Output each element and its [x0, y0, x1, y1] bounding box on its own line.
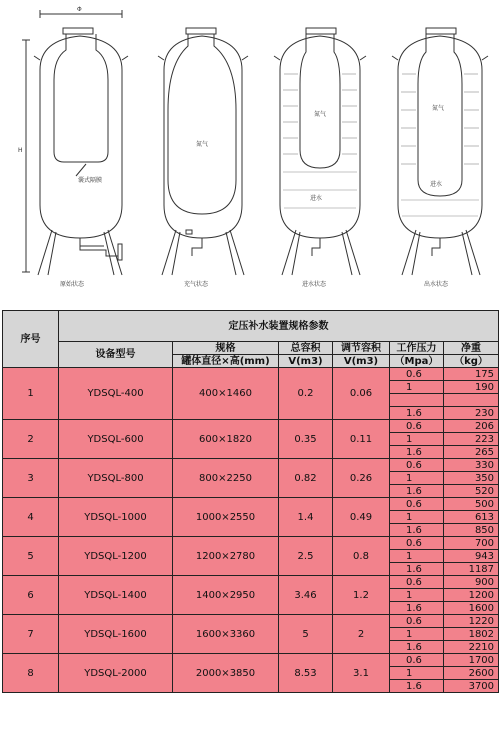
- row-total-volume: 0.82: [279, 459, 333, 498]
- header-weight: 净重: [444, 342, 499, 355]
- row-weight: 850: [444, 524, 499, 537]
- tank-original-state: [22, 10, 128, 275]
- row-pressure: 0.6: [390, 576, 444, 589]
- row-pressure: 1: [390, 628, 444, 641]
- row-pressure: 1.6: [390, 524, 444, 537]
- row-spec: 2000×3850: [173, 654, 279, 693]
- row-model: YDSQL-1200: [59, 537, 173, 576]
- row-pressure: 0.6: [390, 420, 444, 433]
- row-weight: 350: [444, 472, 499, 485]
- table-row: [3, 576, 499, 589]
- table-row: [3, 537, 499, 550]
- row-weight: 230: [444, 407, 499, 420]
- row-index: 5: [3, 537, 59, 576]
- row-pressure: 1: [390, 589, 444, 602]
- row-pressure: 0.6: [390, 459, 444, 472]
- row-pressure: 0.6: [390, 615, 444, 628]
- caption-gas-charged: 充气状态: [184, 281, 209, 288]
- label-water-4: 进水: [430, 181, 443, 188]
- row-model: YDSQL-1000: [59, 498, 173, 537]
- header-total-volume: 总容积: [279, 342, 333, 355]
- row-weight: 520: [444, 485, 499, 498]
- row-pressure: 1: [390, 511, 444, 524]
- table-row: [3, 368, 499, 381]
- row-pressure: 0.6: [390, 537, 444, 550]
- spec-table: [2, 310, 499, 693]
- row-model: YDSQL-2000: [59, 654, 173, 693]
- row-weight: 500: [444, 498, 499, 511]
- row-adj-volume: 0.11: [333, 420, 390, 459]
- row-weight: 2600: [444, 667, 499, 680]
- row-index: 4: [3, 498, 59, 537]
- row-weight: 943: [444, 550, 499, 563]
- row-adj-volume: 0.8: [333, 537, 390, 576]
- row-total-volume: 3.46: [279, 576, 333, 615]
- row-weight: 190: [444, 381, 499, 394]
- row-total-volume: 0.2: [279, 368, 333, 420]
- row-weight: 175: [444, 368, 499, 381]
- header-pressure: 工作压力: [390, 342, 444, 355]
- row-spec: 1000×2550: [173, 498, 279, 537]
- row-model: YDSQL-1400: [59, 576, 173, 615]
- row-pressure: 0.6: [390, 498, 444, 511]
- label-water-3: 进水: [310, 195, 323, 202]
- row-adj-volume: 0.26: [333, 459, 390, 498]
- header-index: 序号: [3, 311, 59, 368]
- row-index: 6: [3, 576, 59, 615]
- row-spec: 1400×2950: [173, 576, 279, 615]
- row-model: YDSQL-800: [59, 459, 173, 498]
- caption-original: 原始状态: [60, 281, 85, 288]
- caption-water-in: 进水状态: [302, 281, 327, 288]
- row-index: 1: [3, 368, 59, 420]
- label-nitrogen-3: 氮气: [314, 111, 327, 118]
- row-adj-volume: 2: [333, 615, 390, 654]
- row-pressure: 1: [390, 381, 444, 394]
- row-weight: [444, 394, 499, 407]
- row-pressure: 1.6: [390, 485, 444, 498]
- tank-diagrams: [0, 0, 500, 300]
- row-pressure: 1: [390, 667, 444, 680]
- row-weight: 1187: [444, 563, 499, 576]
- table-title: 定压补水装置规格参数: [59, 311, 499, 342]
- row-total-volume: 1.4: [279, 498, 333, 537]
- tank-water-out-state: [392, 28, 488, 275]
- header-adj-volume: 调节容积: [333, 342, 390, 355]
- row-total-volume: 8.53: [279, 654, 333, 693]
- label-nitrogen-2: 氮气: [196, 141, 209, 148]
- row-total-volume: 2.5: [279, 537, 333, 576]
- row-weight: 1600: [444, 602, 499, 615]
- caption-water-out: 出水状态: [424, 281, 449, 288]
- row-spec: 400×1460: [173, 368, 279, 420]
- row-adj-volume: 0.49: [333, 498, 390, 537]
- row-spec: 800×2250: [173, 459, 279, 498]
- row-index: 8: [3, 654, 59, 693]
- row-spec: 1200×2780: [173, 537, 279, 576]
- tank-gas-charged-state: [158, 28, 248, 275]
- row-weight: 265: [444, 446, 499, 459]
- row-model: YDSQL-400: [59, 368, 173, 420]
- row-weight: 330: [444, 459, 499, 472]
- row-index: 2: [3, 420, 59, 459]
- table-row: [3, 654, 499, 667]
- row-pressure: 1: [390, 472, 444, 485]
- table-row: [3, 615, 499, 628]
- row-total-volume: 0.35: [279, 420, 333, 459]
- row-weight: 223: [444, 433, 499, 446]
- row-total-volume: 5: [279, 615, 333, 654]
- diameter-label: Φ: [77, 6, 82, 13]
- row-weight: 900: [444, 576, 499, 589]
- height-label: H: [18, 147, 23, 154]
- row-pressure: 1: [390, 550, 444, 563]
- row-pressure: 1.6: [390, 563, 444, 576]
- row-model: YDSQL-1600: [59, 615, 173, 654]
- row-pressure: 1: [390, 433, 444, 446]
- row-weight: 2210: [444, 641, 499, 654]
- row-pressure: 1.6: [390, 446, 444, 459]
- table-row: [3, 420, 499, 433]
- row-weight: 3700: [444, 680, 499, 693]
- row-weight: 613: [444, 511, 499, 524]
- row-pressure: 0.6: [390, 368, 444, 381]
- label-diaphragm: 囊式隔膜: [78, 177, 103, 184]
- row-weight: 1220: [444, 615, 499, 628]
- row-weight: 1802: [444, 628, 499, 641]
- row-model: YDSQL-600: [59, 420, 173, 459]
- row-weight: 1700: [444, 654, 499, 667]
- row-pressure: 1.6: [390, 641, 444, 654]
- table-row: [3, 498, 499, 511]
- row-weight: 700: [444, 537, 499, 550]
- row-pressure: [390, 394, 444, 407]
- row-adj-volume: 0.06: [333, 368, 390, 420]
- header-model: 设备型号: [59, 342, 173, 368]
- row-index: 7: [3, 615, 59, 654]
- header-spec-sub: 罐体直径×高(mm): [173, 355, 279, 368]
- header-weight-unit: （kg）: [444, 355, 499, 368]
- label-nitrogen-4: 氮气: [432, 105, 445, 112]
- row-index: 3: [3, 459, 59, 498]
- header-spec: 规格: [173, 342, 279, 355]
- row-pressure: 0.6: [390, 654, 444, 667]
- row-spec: 600×1820: [173, 420, 279, 459]
- tank-water-in-state: [274, 28, 366, 275]
- row-pressure: 1.6: [390, 680, 444, 693]
- table-row: [3, 459, 499, 472]
- row-weight: 1200: [444, 589, 499, 602]
- row-pressure: 1.6: [390, 602, 444, 615]
- header-total-volume-unit: V(m3): [279, 355, 333, 368]
- row-adj-volume: 3.1: [333, 654, 390, 693]
- row-weight: 206: [444, 420, 499, 433]
- row-spec: 1600×3360: [173, 615, 279, 654]
- header-adj-volume-unit: V(m3): [333, 355, 390, 368]
- row-adj-volume: 1.2: [333, 576, 390, 615]
- row-pressure: 1.6: [390, 407, 444, 420]
- header-pressure-unit: （Mpa）: [390, 355, 444, 368]
